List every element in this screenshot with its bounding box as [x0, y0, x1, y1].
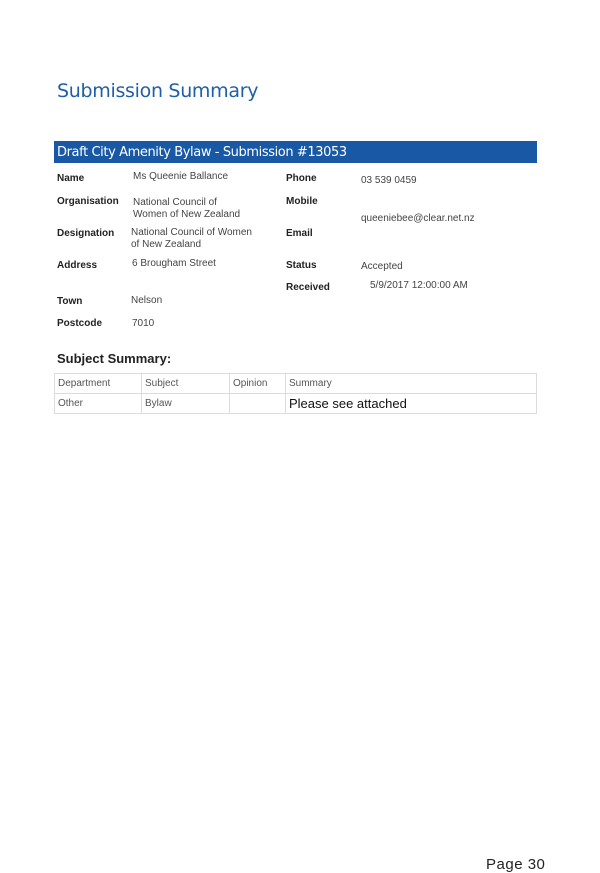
town-value: Nelson [131, 295, 163, 306]
column-header-opinion: Opinion [230, 374, 286, 394]
column-header-summary: Summary [286, 374, 537, 394]
organisation-value-line1: National Council of [133, 197, 217, 208]
submission-banner: Draft City Amenity Bylaw - Submission #13053 [54, 141, 537, 163]
phone-label: Phone [286, 173, 317, 184]
phone-value: 03 539 0459 [361, 175, 417, 186]
designation-value-line2: of New Zealand [131, 239, 202, 250]
table-row [55, 394, 537, 414]
received-value: 5/9/2017 12:00:00 AM [370, 280, 468, 291]
status-label: Status [286, 260, 317, 271]
cell-department: Other [55, 394, 142, 414]
designation-value-line1: National Council of Women [131, 227, 252, 238]
subject-summary-heading: Subject Summary: [57, 351, 172, 366]
page-title: Submission Summary [57, 80, 259, 102]
email-value: queeniebee@clear.net.nz [361, 213, 475, 224]
cell-summary: Please see attached [286, 394, 537, 414]
page-number: Page 30 [486, 856, 546, 873]
organisation-value-line2: Women of New Zealand [133, 209, 241, 220]
designation-label: Designation [57, 228, 115, 239]
column-header-department: Department [55, 374, 142, 394]
cell-subject: Bylaw [142, 394, 230, 414]
email-label: Email [286, 228, 313, 239]
mobile-label: Mobile [286, 196, 318, 207]
cell-opinion [230, 394, 286, 414]
postcode-value: 7010 [132, 318, 155, 329]
received-label: Received [286, 282, 330, 293]
subject-summary-table [54, 373, 537, 414]
address-value: 6 Brougham Street [132, 258, 216, 269]
column-header-subject: Subject [142, 374, 230, 394]
name-value: Ms Queenie Ballance [133, 171, 229, 182]
status-value: Accepted [361, 261, 403, 272]
name-label: Name [57, 173, 85, 184]
postcode-label: Postcode [57, 318, 103, 329]
address-label: Address [57, 260, 98, 271]
town-label: Town [57, 296, 83, 307]
organisation-label: Organisation [57, 196, 119, 207]
table-header-row [55, 374, 537, 394]
